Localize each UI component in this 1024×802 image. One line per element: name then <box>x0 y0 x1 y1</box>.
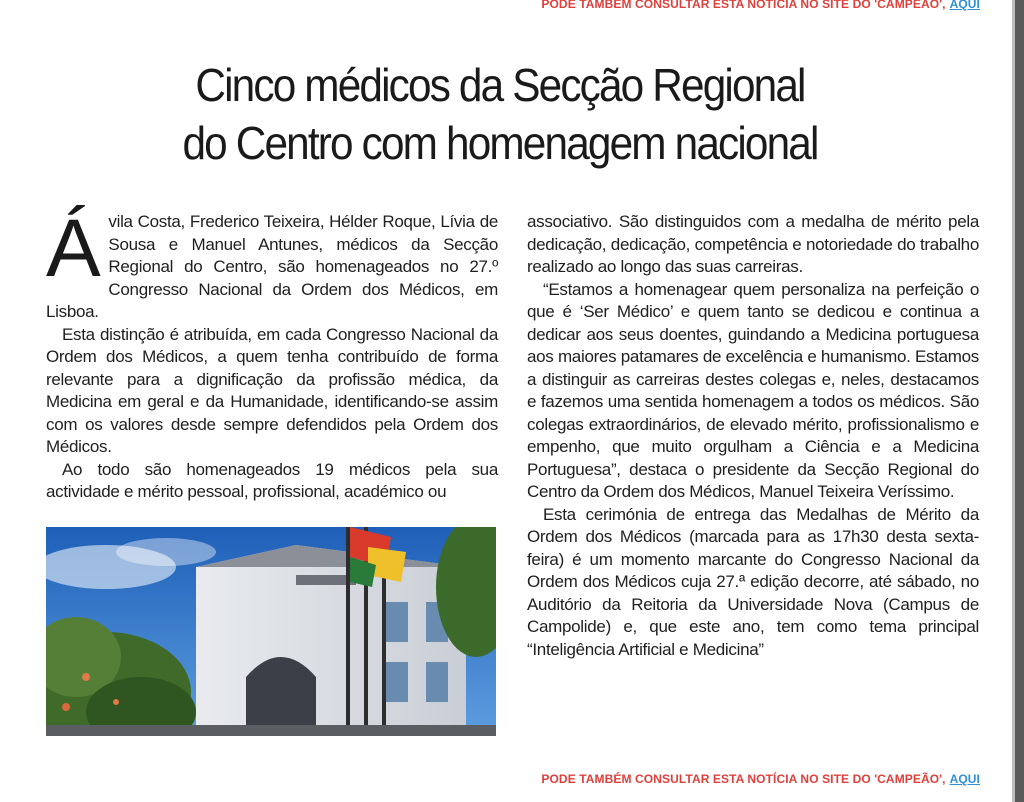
bottom-notice <box>541 772 980 786</box>
headline-line-1: Cinco médicos da Secção Regional <box>195 59 805 111</box>
paragraph-6: Esta cerimónia de entrega das Medalhas de Mérito da Ordem dos Médicos (marcada para as 17h30 desta sexta-feira) é um momento marcante do Congresso Nacional da Ordem dos Médicos cuja 27.ª edição decorre, até sábado, no Auditório da Reitoria da Universidade Nova (Campus de Campolide) e, que este ano, tem como tema principal “Inteligência Artificial e Medicina” <box>527 504 979 659</box>
paragraph-1 <box>46 203 498 324</box>
bottom-notice-text: PODE TAMBÉM CONSULTAR ESTA NOTÍCIA NO SITE DO 'CAMPEÃO', <box>541 772 946 786</box>
article-headline <box>77 56 923 172</box>
top-notice-link[interactable]: AQUI <box>949 0 980 11</box>
top-notice <box>541 0 980 11</box>
drop-cap: Á <box>46 203 101 294</box>
article-column-left <box>46 203 498 504</box>
article-photo <box>46 527 496 736</box>
paragraph-3: Ao todo são homenageados 19 médicos pela sua actividade e mérito pessoal, profissional, académico ou <box>46 459 498 501</box>
top-notice-text: PODE TAMBEM CONSULTAR ESTA NOTICIA NO SITE DO 'CAMPEAO', <box>541 0 946 11</box>
article-column-right <box>527 211 979 661</box>
page-edge <box>1012 0 1024 802</box>
paragraph-4: associativo. São distinguidos com a medalha de mérito pela dedicação, dedicação, competência e notoriedade do trabalho realizado ao longo das suas carreiras. <box>527 212 979 276</box>
headline-line-2: do Centro com homenagem nacional <box>182 117 818 169</box>
paragraph-2: Esta distinção é atribuída, em cada Congresso Nacional da Ordem dos Médicos, a quem tenha contribuído de forma relevante para a dignificação da profissão médica, da Medicina em geral e da Humanidade, identificando-se assim com os valores desde sempre defendidos pela Ordem dos Médicos. <box>46 324 498 456</box>
paragraph-1-text: vila Costa, Frederico Teixeira, Hélder Roque, Lívia de Sousa e Manuel Antunes, médicos da Secção Regional do Centro, são homenageados no 27.º Congresso Nacional da Ordem dos Médicos, em Lisboa. <box>46 212 498 321</box>
paragraph-5: “Estamos a homenagear quem personaliza na perfeição o que é ‘Ser Médico’ e quem tanto se dedicou e continua a dedicar aos seus doentes, guindando a Medicina portuguesa aos maiores patamares de excelência e humanismo. Estamos a distinguir as carreiras destes colegas e, neles, destacamos e fazemos uma sentida homenagem a todos os médicos. São colegas extraordinários, de elevado mérito, profissionalismo e empenho, que muito orgulham a Ciência e a Medicina Portuguesa”, destaca o presidente da Secção Regional do Centro da Ordem dos Médicos, Manuel Teixeira Veríssimo. <box>527 279 979 501</box>
building-photo-illustration <box>46 527 496 736</box>
bottom-notice-link[interactable]: AQUI <box>949 772 980 786</box>
